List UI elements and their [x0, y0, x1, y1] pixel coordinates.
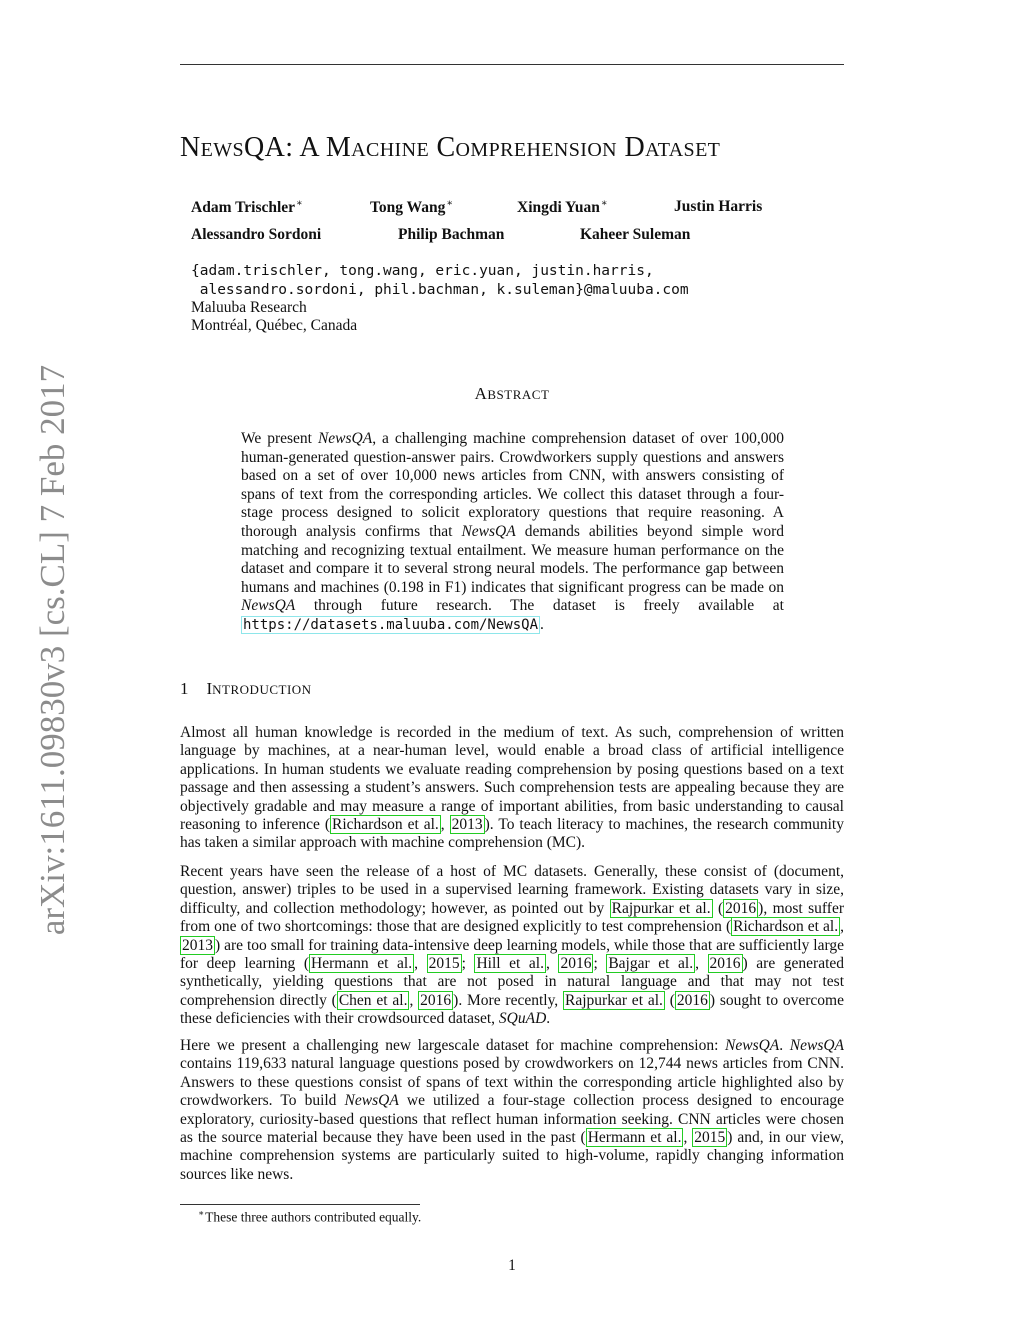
- title-top-rule: [180, 64, 844, 65]
- intro-paragraph-3: Here we present a challenging new largescale dataset for machine comprehension: NewsQA. NewsQA contains 119,633 natural language questions posed by crowdworkers on 12,744 news articles from CNN. Answers to these questions consist of spans of text within the corresponding article highlighted also by crowdworkers. To build NewsQA we utilized a four-stage collection process designed to encourage exploratory, curiosity-based questions that reflect human information seeking. CNN articles were chosen as the source material because they have been used in the past ( Hermann et al. , 2015 ) and, in our view, machine comprehension systems are particularly suited to high-volume, rapidly changing information sources like news.: [180, 1037, 845, 1183]
- email-line-2: alessandro.sordoni, phil.bachman, k.suleman}@maluuba.com: [191, 282, 689, 298]
- citation-year-link[interactable]: 2015: [428, 955, 460, 973]
- intro-paragraph-2: Recent years have seen the release of a host of MC datasets. Generally, these consist of (document, question, answer) triples to be used in a supervised learning framework. Existing datasets vary in size, difficulty, and collection methodology; however, as pointed out by Rajpurkar et al. ( 2016 ), most suffer from one of two shortcomings: those that are designed explicitly to test comprehension ( Richardson et al. , 2013 ) are too small for training data-intensive deep learning models, while those that are sufficiently large for deep learning ( Hermann et al. , 2015 ; Hill et al. , 2016 ; Bajgar et al. , 2016 ) are generated synthetically, yielding questions that are not posed in natural language and that may not test comprehension directly ( Chen et al. , 2016 ). More recently, Rajpurkar et al. ( 2016 ) sought to overcome these deficiencies with their crowdsourced dataset, SQuAD.: [180, 863, 845, 1028]
- author-emails: [191, 262, 689, 300]
- citation-year-link[interactable]: 2016: [420, 991, 452, 1009]
- author-philip-bachman: Philip Bachman: [398, 226, 505, 243]
- citation-link[interactable]: Hill et al.: [476, 955, 544, 973]
- citation-year-link[interactable]: 2013: [182, 936, 213, 954]
- affiliation-org: Maluuba Research: [191, 299, 307, 316]
- citation-link[interactable]: Hermann et al.: [587, 1129, 682, 1147]
- dataset-url-link[interactable]: https://datasets.maluuba.com/NewsQA: [243, 616, 539, 633]
- page-number: 1: [508, 1257, 516, 1274]
- paper-title: NEWSQA: A MACHINE COMPREHENSION DATASET: [180, 132, 721, 163]
- citation-link[interactable]: Chen et al.: [338, 991, 408, 1009]
- citation-year-link[interactable]: 2015: [694, 1129, 726, 1147]
- author-alessandro-sordoni: Alessandro Sordoni: [191, 226, 322, 243]
- abstract-body: We present NewsQA, a challenging machine comprehension dataset of over 100,000 human-generated question-answer pairs. Crowdworkers supply questions and answers based on a set of over 10,000 news articles from CNN, with answers consisting of spans of text from the corresponding articles. We collect this dataset through a four-stage process designed to solicit exploratory questions that require reasoning. A thorough analysis confirms that NewsQA demands abilities beyond simple word matching and recognizing textual entailment. We measure human performance on the dataset and compare it to several strong neural models. The performance gap between humans and machines (0.198 in F1) indicates that significant progress can be made on NewsQA through future research. The dataset is freely available at https://datasets.maluuba.com/NewsQA .: [241, 430, 784, 633]
- footnote-rule: [180, 1204, 420, 1205]
- section-heading-introduction: 1 INTRODUCTION: [180, 679, 312, 698]
- citation-year-link[interactable]: 2016: [676, 991, 708, 1009]
- citation-year-link[interactable]: 2013: [451, 816, 483, 834]
- citation-year-link[interactable]: 2016: [709, 955, 741, 973]
- author-tong-wang: Tong Wang∗: [370, 198, 454, 217]
- affiliation-location: Montréal, Québec, Canada: [191, 317, 358, 334]
- citation-year-link[interactable]: 2016: [725, 899, 757, 917]
- arxiv-identifier: arXiv:1611.09830v3 [cs.CL] 7 Feb 2017: [33, 364, 72, 936]
- citation-link[interactable]: Hermann et al.: [311, 955, 413, 973]
- citation-year-link[interactable]: 2016: [560, 955, 592, 973]
- author-xingdi-yuan: Xingdi Yuan∗: [517, 198, 608, 217]
- author-kaheer-suleman: Kaheer Suleman: [580, 226, 691, 243]
- citation-link[interactable]: Rajpurkar et al.: [565, 991, 663, 1009]
- arxiv-margin-stamp: [28, 364, 78, 936]
- intro-paragraph-1: Almost all human knowledge is recorded in the medium of text. As such, comprehension of written language by machines, at a near-human level, would enable a broad class of artificial intelligence applications. In human students we evaluate reading comprehension by posing questions based on a text passage and then assessing a student’s answers. Such comprehension tests are appealing because they are objectively gradable and may measure a range of important abilities, from basic understanding to causal reasoning to inference ( Richardson et al. , 2013 ). To teach literacy to machines, the research community has taken a similar approach with machine comprehension (MC).: [180, 724, 844, 852]
- citation-link[interactable]: Richardson et al.: [733, 918, 839, 936]
- footnote: ∗These three authors contributed equally.: [198, 1208, 422, 1225]
- abstract-heading: ABSTRACT: [474, 384, 550, 403]
- author-justin-harris: Justin Harris: [674, 198, 763, 215]
- author-adam-trischler: Adam Trischler∗: [191, 198, 303, 217]
- citation-link[interactable]: Rajpurkar et al.: [611, 899, 711, 917]
- email-line-1: {adam.trischler, tong.wang, eric.yuan, justin.harris,: [191, 263, 654, 279]
- citation-link[interactable]: Richardson et al.: [332, 816, 439, 834]
- citation-link[interactable]: Bajgar et al.: [608, 955, 694, 973]
